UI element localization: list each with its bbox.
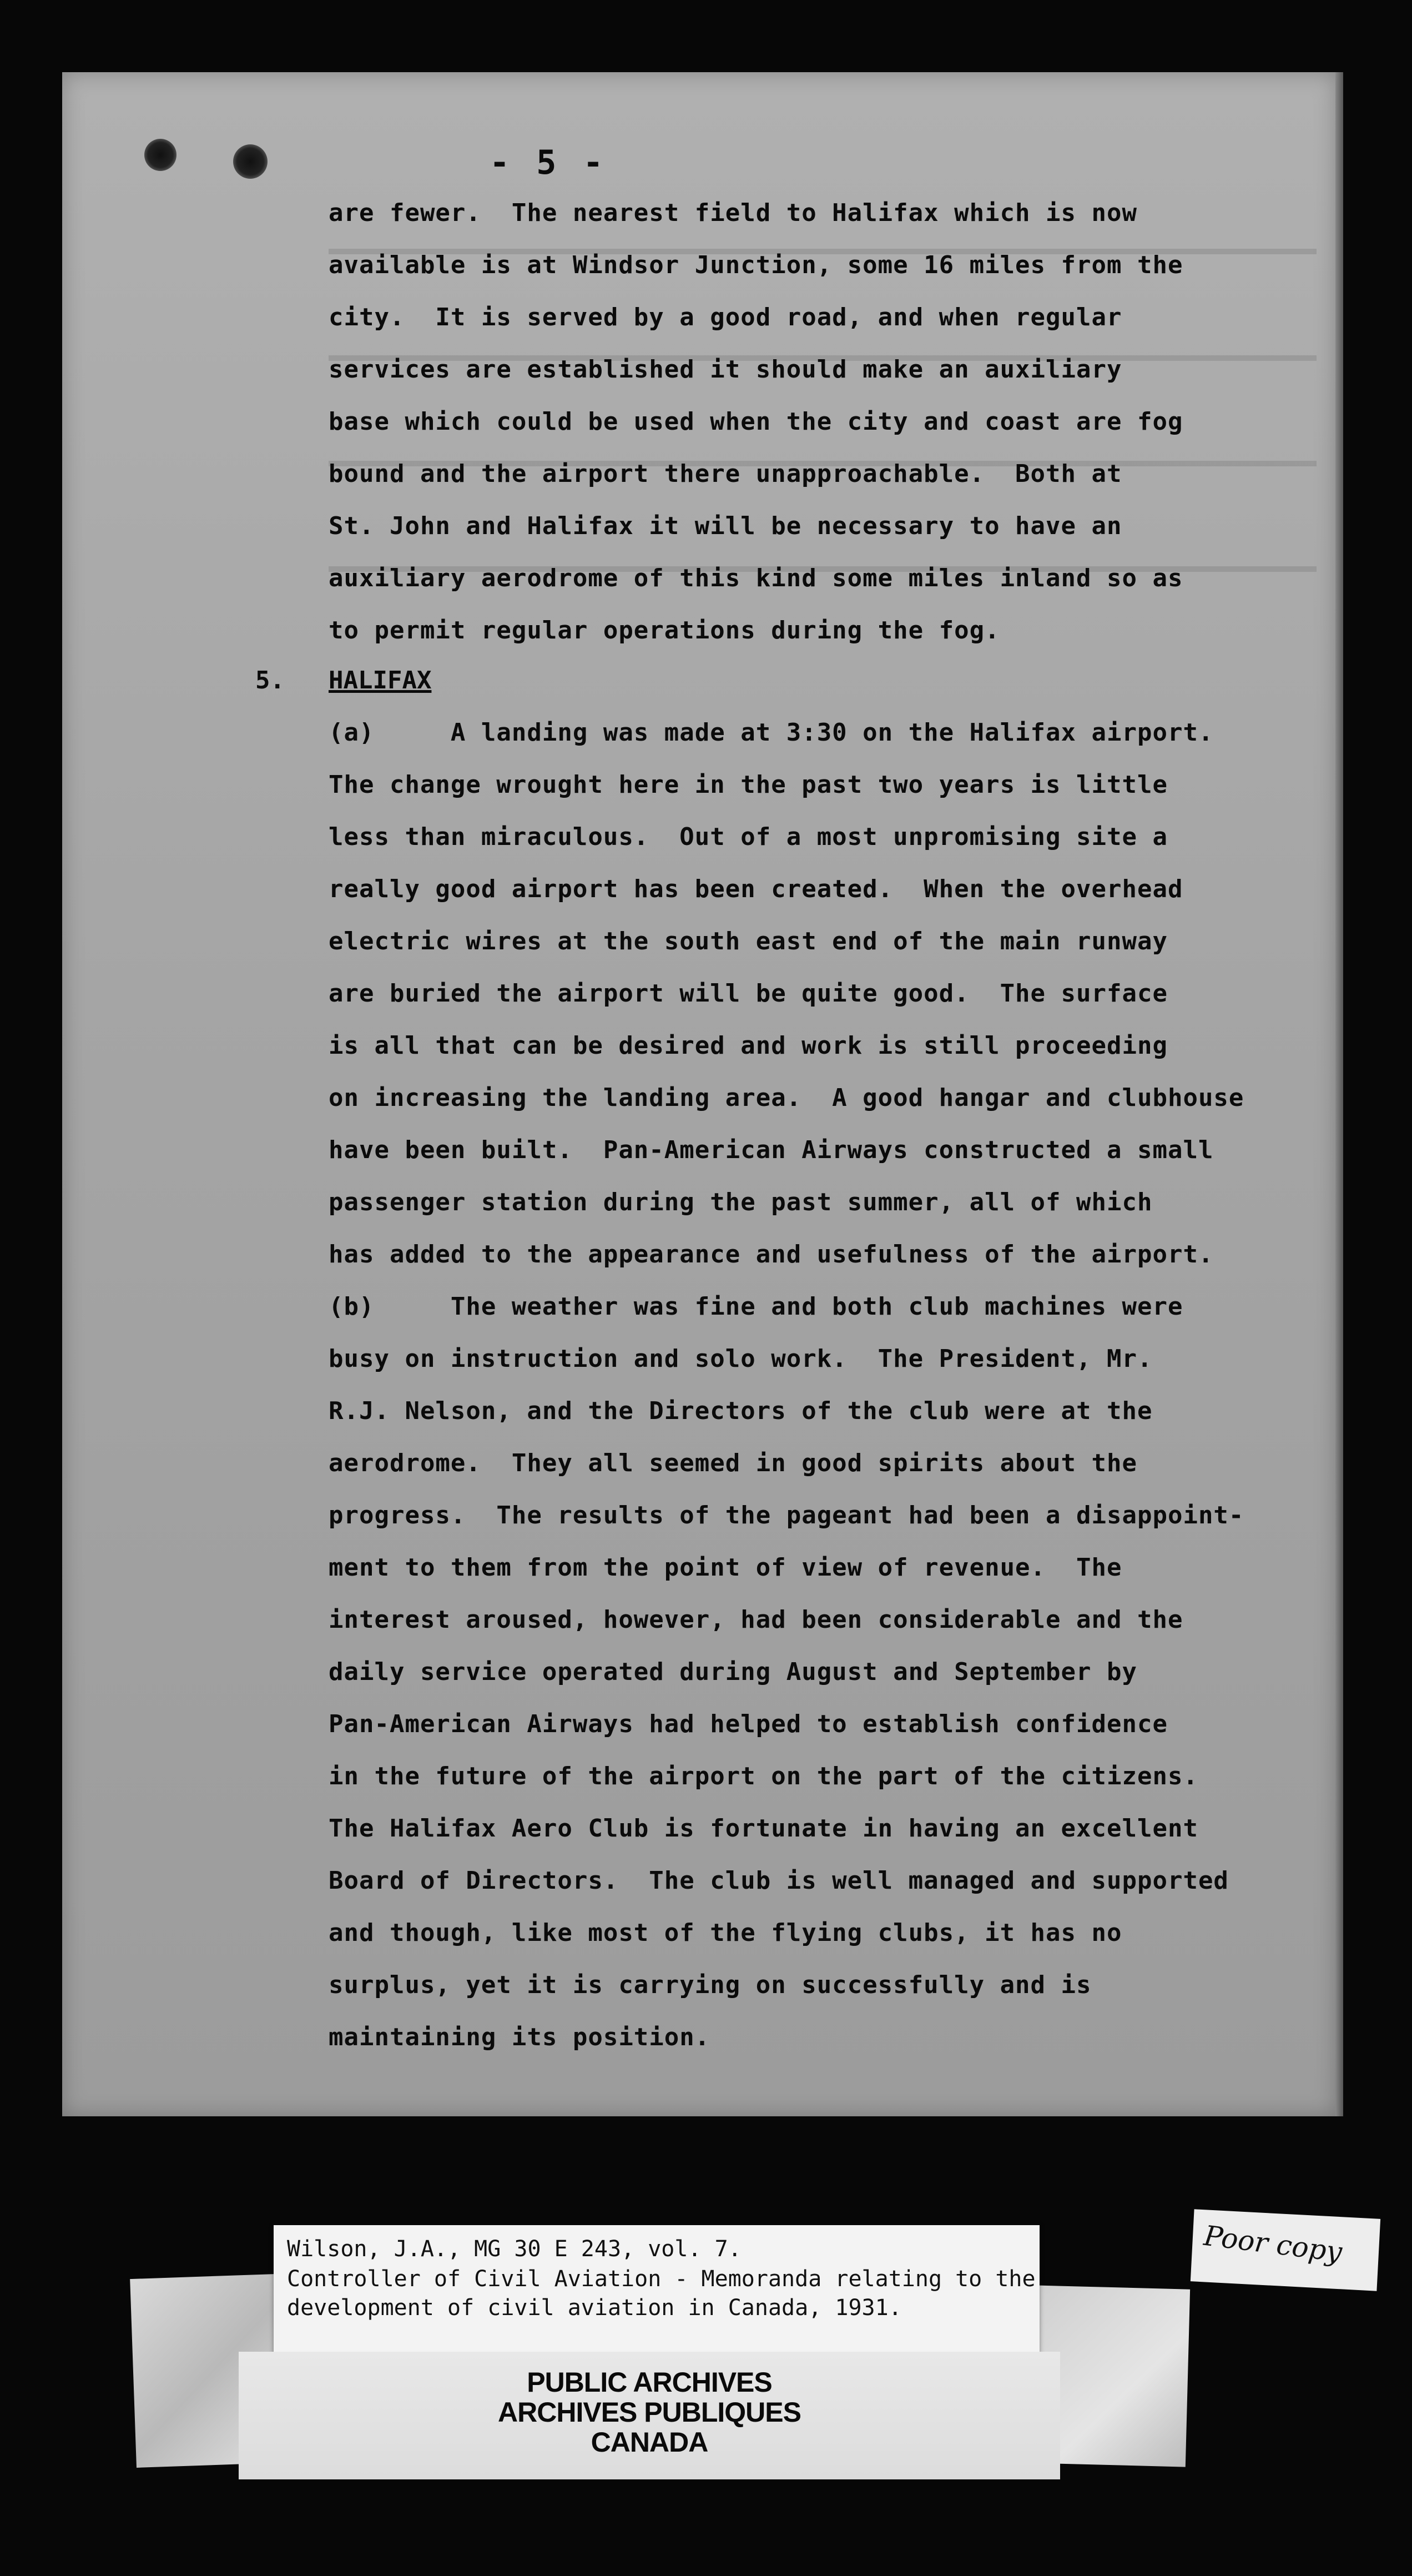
text-line: surplus, yet it is carrying on successfully and is xyxy=(329,1971,1092,1999)
text-line: (b) The weather was fine and both club machines were xyxy=(329,1292,1183,1321)
card-line-1: Wilson, J.A., MG 30 E 243, vol. 7. xyxy=(287,2236,742,2262)
text-line: in the future of the airport on the part of the citizens. xyxy=(329,1762,1198,1790)
poor-copy-text: Poor copy xyxy=(1202,2219,1344,2268)
card-line-2: Controller of Civil Aviation - Memoranda relating to the xyxy=(287,2266,1036,2292)
text-line: St. John and Halifax it will be necessary to have an xyxy=(329,512,1122,540)
text-line: (a) A landing was made at 3:30 on the Halifax airport. xyxy=(329,718,1214,747)
text-line: aerodrome. They all seemed in good spirits about the xyxy=(329,1449,1137,1477)
text-line: are buried the airport will be quite good. The surface xyxy=(329,979,1168,1008)
section-number: 5. xyxy=(255,666,285,695)
text-line: has added to the appearance and usefulness of the airport. xyxy=(329,1240,1214,1269)
punch-hole-icon xyxy=(144,139,176,171)
punch-hole-icon xyxy=(233,144,268,179)
text-line: on increasing the landing area. A good hangar and clubhouse xyxy=(329,1084,1244,1112)
text-line: Board of Directors. The club is well managed and supported xyxy=(329,1866,1229,1895)
text-line: have been built. Pan-American Airways constructed a small xyxy=(329,1136,1214,1164)
text-line: less than miraculous. Out of a most unpromising site a xyxy=(329,823,1168,851)
text-line: The change wrought here in the past two years is little xyxy=(329,771,1168,799)
archive-label-line-1: PUBLIC ARCHIVES xyxy=(527,2367,772,2398)
card-line-3: development of civil aviation in Canada, 1931. xyxy=(287,2295,902,2321)
text-line: is all that can be desired and work is still proceeding xyxy=(329,1032,1168,1060)
text-line: really good airport has been created. When the overhead xyxy=(329,875,1183,903)
text-line: and though, like most of the flying clubs, it has no xyxy=(329,1919,1122,1947)
text-line: daily service operated during August and September by xyxy=(329,1658,1137,1686)
text-line: services are established it should make an auxiliary xyxy=(329,355,1122,384)
archive-label-line-3: CANADA xyxy=(591,2427,708,2458)
text-line: R.J. Nelson, and the Directors of the club were at the xyxy=(329,1397,1153,1425)
text-line: busy on instruction and solo work. The President, Mr. xyxy=(329,1345,1153,1373)
text-line: bound and the airport there unapproachable. Both at xyxy=(329,460,1122,488)
text-line: auxiliary aerodrome of this kind some miles inland so as xyxy=(329,564,1183,592)
text-line: city. It is served by a good road, and when regular xyxy=(329,303,1122,331)
archive-reference-card xyxy=(274,2225,1040,2358)
text-line: passenger station during the past summer, all of which xyxy=(329,1188,1153,1216)
text-line: base which could be used when the city and coast are fog xyxy=(329,407,1183,436)
page-number: - 5 - xyxy=(490,143,607,182)
text-line: maintaining its position. xyxy=(329,2023,710,2051)
text-line: interest aroused, however, had been considerable and the xyxy=(329,1606,1183,1634)
text-line: ment to them from the point of view of revenue. The xyxy=(329,1553,1122,1582)
document-page xyxy=(62,72,1337,2116)
text-line: to permit regular operations during the fog. xyxy=(329,616,1000,645)
poor-copy-sticker xyxy=(1191,2209,1380,2291)
section-title: HALIFAX xyxy=(329,666,432,695)
text-line: The Halifax Aero Club is fortunate in having an excellent xyxy=(329,1814,1198,1843)
text-line: Pan-American Airways had helped to establish confidence xyxy=(329,1710,1168,1738)
text-line: electric wires at the south east end of the main runway xyxy=(329,927,1168,955)
text-line: are fewer. The nearest field to Halifax which is now xyxy=(329,199,1137,227)
text-line: available is at Windsor Junction, some 16 miles from the xyxy=(329,251,1183,279)
archive-label-line-2: ARCHIVES PUBLIQUES xyxy=(498,2397,801,2428)
text-line: progress. The results of the pageant had been a disappoint- xyxy=(329,1501,1244,1530)
